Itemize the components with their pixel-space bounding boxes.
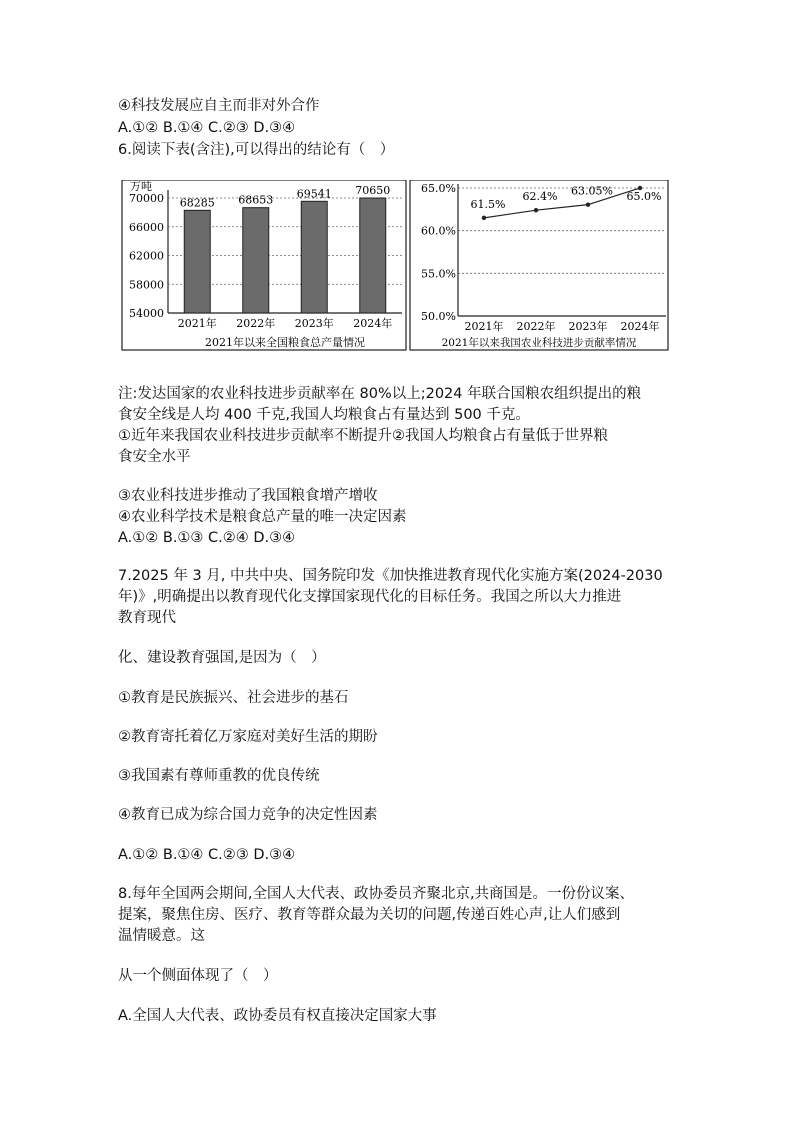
bar-2023年 xyxy=(301,201,327,313)
bar-y-tick-label: 58000 xyxy=(129,278,164,292)
bar-x-tick-label: 2021年 xyxy=(177,317,217,330)
bar-2021年 xyxy=(184,210,210,313)
bar-2024年 xyxy=(360,198,386,313)
q7-stem-line-3: 教育现代 xyxy=(118,610,176,626)
line-y-tick-label: 55.0% xyxy=(421,267,456,281)
line-y-tick-label: 50.0% xyxy=(421,310,456,323)
q7-option-4: ④教育已成为综合国力竞争的决定性因素 xyxy=(118,807,378,823)
line-chart-title: 2021年以来我国农业科技进步贡献率情况 xyxy=(441,337,637,349)
bar-chart-title: 2021年以来全国粮食总产量情况 xyxy=(205,336,365,349)
line-point-2021年 xyxy=(482,216,486,220)
q6-option-4: ④农业科学技术是粮食总产量的唯一决定因素 xyxy=(118,509,407,525)
line-y-tick-label: 60.0% xyxy=(421,224,456,238)
bar-value-label: 70650 xyxy=(355,184,391,197)
line-x-tick-label: 2023年 xyxy=(568,320,608,333)
bar-x-tick-label: 2022年 xyxy=(236,317,276,330)
q6-option-3: ③农业科技进步推动了我国粮食增产增收 xyxy=(118,488,378,504)
q6-note-line-2: 食安全线是人均 400 千克,我国人均粮食占有量达到 500 千克。 xyxy=(118,407,530,423)
bar-y-tick-label: 62000 xyxy=(129,249,164,263)
line-x-tick-label: 2024年 xyxy=(620,320,660,333)
q6-option-1-2: ①近年来我国农业科技进步贡献率不断提升②我国人均粮食占有量低于世界粮 xyxy=(118,428,608,444)
bar-2022年 xyxy=(243,208,269,313)
q7-stem-line-1: 7.2025 年 3 月, 中共中央、国务院印发《加快推进教育现代化实施方案(2024-2030 xyxy=(118,568,663,584)
q8-stem-line-1: 8.每年全国两会期间,全国人大代表、政协委员齐聚北京,共商国是。一份份议案、 xyxy=(118,886,635,902)
grain-output-bar-chart xyxy=(129,180,402,349)
q7-stem-line-2: 年)》,明确提出以教育现代化支撑国家现代化的目标任务。我国之所以大力推进 xyxy=(118,589,622,605)
bar-value-label: 68653 xyxy=(238,193,274,207)
bar-y-tick-label: 66000 xyxy=(129,220,164,234)
line-y-tick-label: 65.0% xyxy=(421,182,456,195)
q7-stem-line-4: 化、建设教育强国,是因为（ ） xyxy=(118,650,326,666)
line-value-label: 63.05% xyxy=(571,184,613,198)
line-point-2022年 xyxy=(534,208,538,212)
q7-option-1: ①教育是民族振兴、社会进步的基石 xyxy=(118,690,349,706)
bar-y-tick-label: 70000 xyxy=(129,192,164,205)
q8-stem-line-2: 提案，聚焦住房、医疗、教育等群众最为关切的问题,传递百姓心声,让人们感到 xyxy=(118,907,621,923)
q8-option-a: A.全国人大代表、政协委员有权直接决定国家大事 xyxy=(118,1008,437,1024)
q5-choices: A.①② B.①④ C.②③ D.③④ xyxy=(118,120,296,136)
q7-option-3: ③我国素有尊师重教的优良传统 xyxy=(118,768,320,784)
bar-value-label: 69541 xyxy=(296,187,332,201)
line-value-label: 61.5% xyxy=(470,197,506,211)
bar-x-tick-label: 2024年 xyxy=(353,317,393,330)
line-value-label: 65.0% xyxy=(626,190,662,203)
q6-choices: A.①② B.①③ C.②④ D.③④ xyxy=(118,530,296,546)
line-point-2023年 xyxy=(586,202,590,206)
q7-option-2: ②教育寄托着亿万家庭对美好生活的期盼 xyxy=(118,729,378,745)
q7-choices: A.①② B.①④ C.②③ D.③④ xyxy=(118,847,296,863)
line-value-label: 62.4% xyxy=(522,190,558,204)
bar-value-label: 68285 xyxy=(179,196,215,210)
line-series xyxy=(484,188,640,218)
q6-note-line-1: 注:发达国家的农业科技进步贡献率在 80%以上;2024 年联合国粮农组织提出的粮 xyxy=(118,386,642,402)
bar-x-tick-label: 2023年 xyxy=(294,317,334,330)
line-x-tick-label: 2022年 xyxy=(516,320,556,333)
bar-y-tick-label: 54000 xyxy=(129,307,164,320)
q6-stem: 6.阅读下表(含注),可以得出的结论有（ ） xyxy=(118,142,395,158)
q8-stem-line-3: 温情暖意。这 xyxy=(118,928,205,944)
q6-chart-figure xyxy=(120,180,670,352)
q5-option-4: ④科技发展应自主而非对外合作 xyxy=(118,98,320,114)
q6-option-2-cont: 食安全水平 xyxy=(118,449,191,465)
q8-stem-line-4: 从一个侧面体现了（ ） xyxy=(118,968,278,984)
line-x-tick-label: 2021年 xyxy=(464,320,504,333)
tech-contribution-line-chart xyxy=(421,182,666,349)
bar-y-unit-label: 万吨 xyxy=(130,180,152,193)
